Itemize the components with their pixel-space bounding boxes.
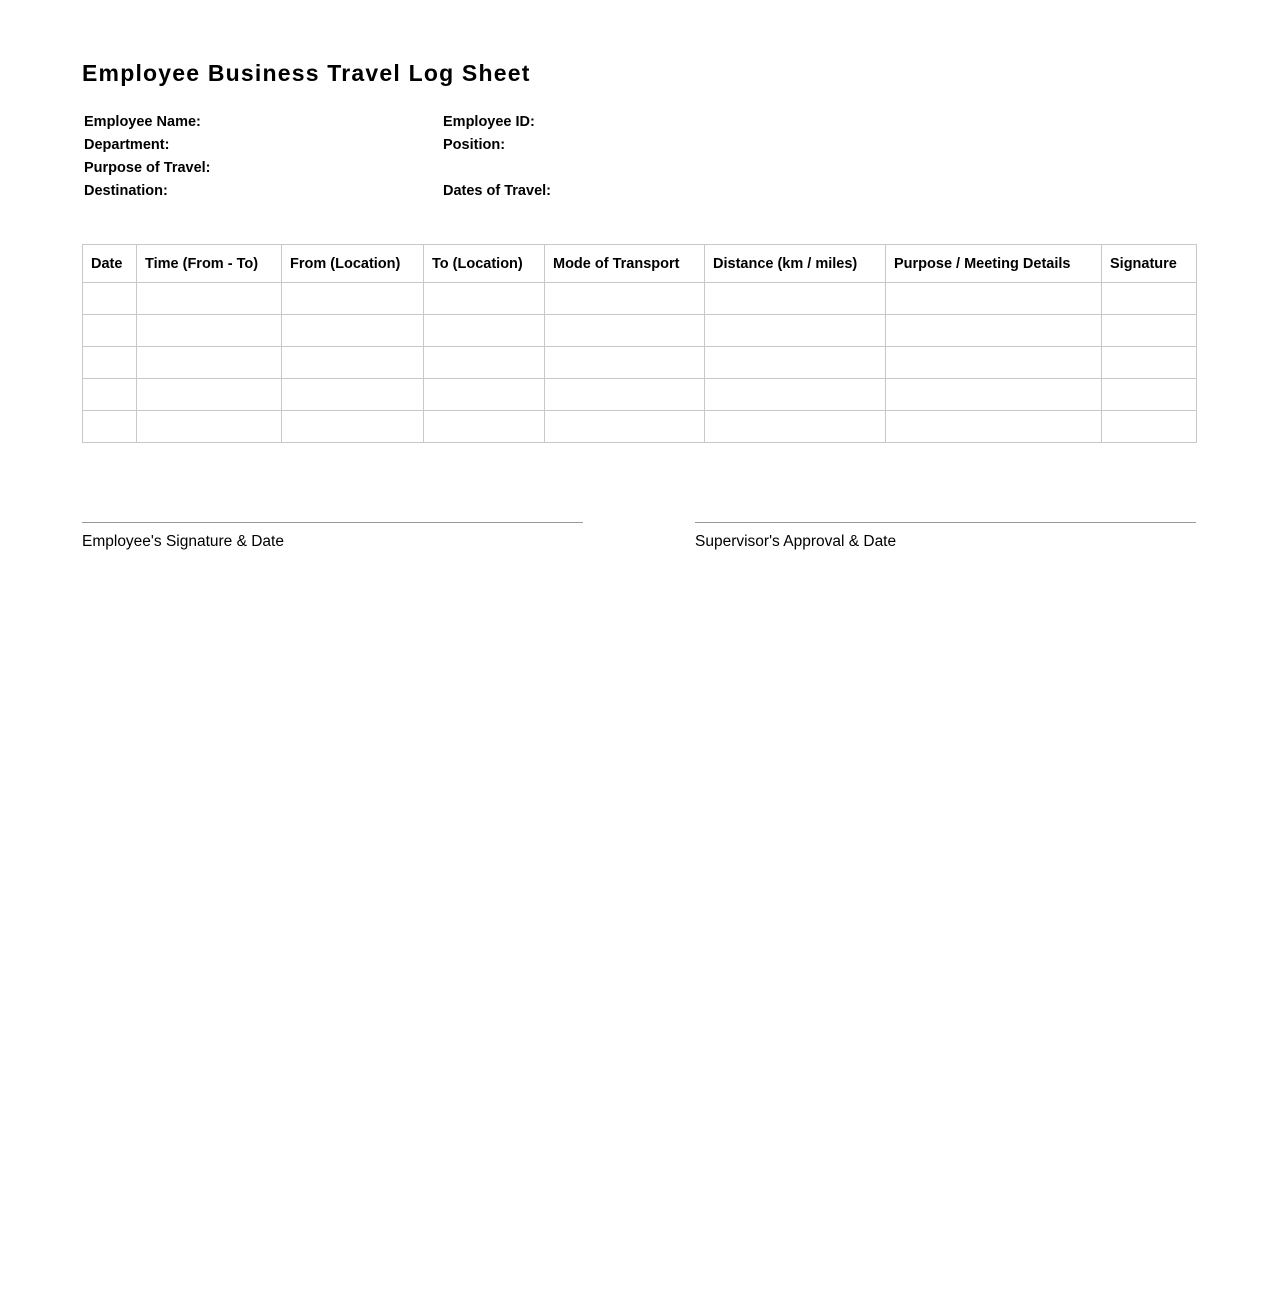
employee-signature-line[interactable]: [82, 522, 583, 523]
table-cell[interactable]: [424, 411, 545, 443]
column-header-time: Time (From - To): [137, 245, 282, 283]
table-cell[interactable]: [1102, 315, 1197, 347]
department-label: Department:: [84, 137, 170, 153]
supervisor-signature-label: Supervisor's Approval & Date: [695, 533, 897, 550]
supervisor-signature-block: [695, 522, 1196, 551]
table-row: [83, 283, 1197, 315]
table-cell[interactable]: [1102, 411, 1197, 443]
table-cell[interactable]: [545, 283, 705, 315]
column-header-purpose: Purpose / Meeting Details: [886, 245, 1102, 283]
table-cell[interactable]: [83, 315, 137, 347]
table-cell[interactable]: [424, 283, 545, 315]
column-header-mode-of-transport: Mode of Transport: [545, 245, 705, 283]
page-title: Employee Business Travel Log Sheet: [82, 60, 531, 86]
table-row: [83, 411, 1197, 443]
table-cell[interactable]: [137, 379, 282, 411]
position-label: Position:: [443, 137, 506, 153]
table-cell[interactable]: [424, 347, 545, 379]
table-cell[interactable]: [282, 315, 424, 347]
dates-of-travel-label: Dates of Travel:: [443, 183, 551, 199]
table-cell[interactable]: [1102, 283, 1197, 315]
table-body: [83, 283, 1197, 443]
column-header-signature: Signature: [1102, 245, 1197, 283]
table-cell[interactable]: [886, 283, 1102, 315]
employee-name-label: Employee Name:: [84, 114, 201, 130]
supervisor-signature-line[interactable]: [695, 522, 1196, 523]
table-cell[interactable]: [424, 315, 545, 347]
table-cell[interactable]: [705, 411, 886, 443]
table-cell[interactable]: [137, 283, 282, 315]
table-cell[interactable]: [282, 379, 424, 411]
table-cell[interactable]: [1102, 347, 1197, 379]
table-cell[interactable]: [137, 315, 282, 347]
table-cell[interactable]: [83, 283, 137, 315]
table-cell[interactable]: [886, 411, 1102, 443]
table-row: [83, 315, 1197, 347]
table-cell[interactable]: [705, 347, 886, 379]
destination-label: Destination:: [84, 183, 168, 199]
table-cell[interactable]: [83, 347, 137, 379]
table-cell[interactable]: [886, 379, 1102, 411]
employee-signature-block: [82, 522, 583, 551]
column-header-from-location: From (Location): [282, 245, 424, 283]
table-header-row: [83, 245, 1197, 283]
table-cell[interactable]: [1102, 379, 1197, 411]
purpose-of-travel-label: Purpose of Travel:: [84, 160, 211, 176]
table-cell[interactable]: [83, 411, 137, 443]
table-cell[interactable]: [545, 347, 705, 379]
table-cell[interactable]: [282, 347, 424, 379]
employee-signature-label: Employee's Signature & Date: [82, 533, 284, 550]
table-row: [83, 347, 1197, 379]
table-cell[interactable]: [137, 347, 282, 379]
table-cell[interactable]: [545, 379, 705, 411]
travel-log-table: [82, 244, 1197, 443]
table-cell[interactable]: [886, 347, 1102, 379]
table-row: [83, 379, 1197, 411]
info-row: [84, 137, 784, 160]
employee-info-section: [84, 114, 784, 206]
table-cell[interactable]: [545, 315, 705, 347]
table-cell[interactable]: [282, 283, 424, 315]
table-cell[interactable]: [545, 411, 705, 443]
table-cell[interactable]: [886, 315, 1102, 347]
column-header-to-location: To (Location): [424, 245, 545, 283]
table-cell[interactable]: [424, 379, 545, 411]
table-cell[interactable]: [137, 411, 282, 443]
info-row: [84, 114, 784, 137]
employee-id-label: Employee ID:: [443, 114, 535, 130]
table-cell[interactable]: [705, 379, 886, 411]
column-header-distance: Distance (km / miles): [705, 245, 886, 283]
info-row: [84, 160, 784, 183]
table-cell[interactable]: [705, 315, 886, 347]
table-cell[interactable]: [83, 379, 137, 411]
column-header-date: Date: [83, 245, 137, 283]
info-row: [84, 183, 784, 206]
table-cell[interactable]: [705, 283, 886, 315]
table-cell[interactable]: [282, 411, 424, 443]
